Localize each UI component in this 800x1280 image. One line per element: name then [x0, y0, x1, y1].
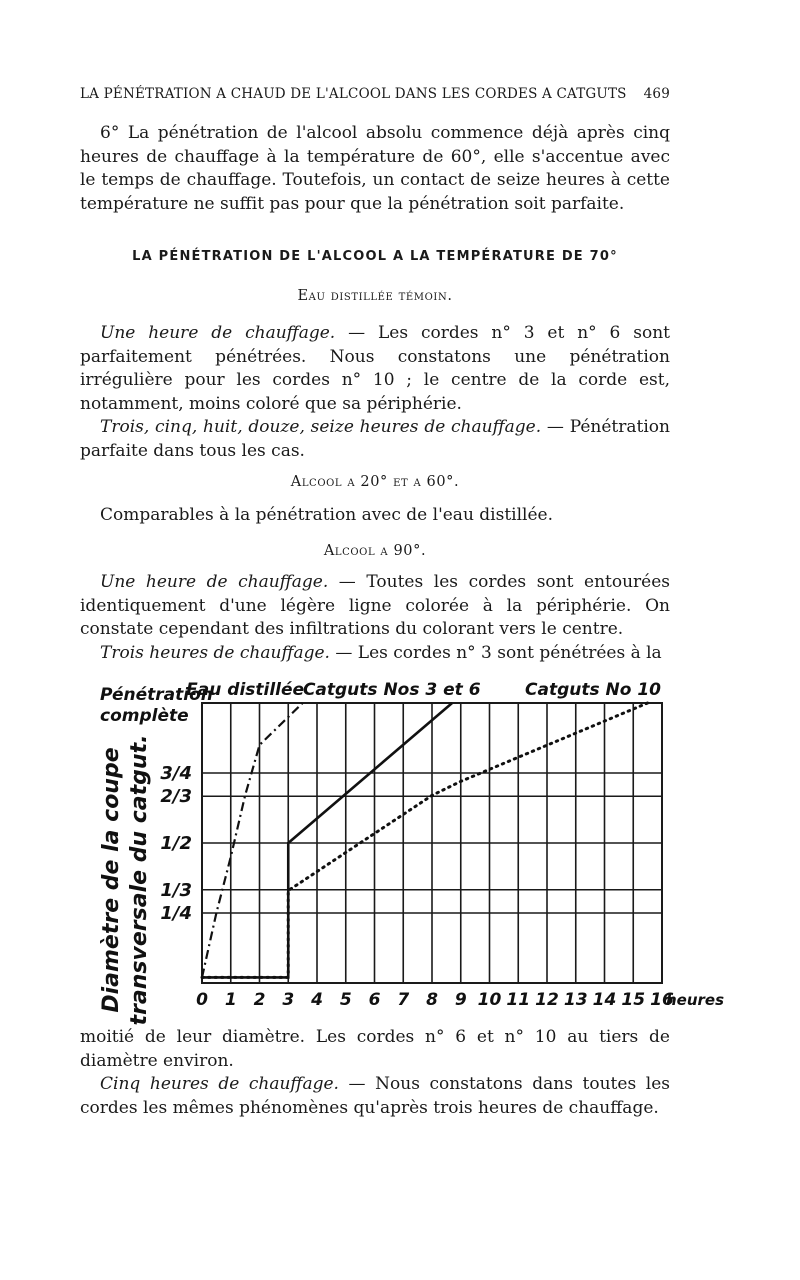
eau-p2 — [80, 416, 670, 463]
x-tick-label: 0 — [196, 990, 208, 1010]
after-chart-text: moitié de leur diamètre. Les cordes n° 6 et n° 10 au tiers de diamètre environ. — [80, 1027, 670, 1071]
x-tick-label: 6 — [368, 990, 381, 1010]
eau-p2-lead: Trois, cinq, huit, douze, seize heures de chauffage. — [100, 417, 542, 437]
comparables-text: Comparables à la pénétration avec de l'eau distillée. — [100, 505, 554, 525]
legend-label-2: Catguts No 10 — [525, 680, 661, 700]
x-tick-label: 15 — [621, 990, 646, 1010]
a90-p1 — [80, 571, 670, 642]
eau-p1-lead: Une heure de chauffage. — [100, 323, 336, 343]
y-tick-label: 1/2 — [160, 833, 192, 854]
eau-p2-text: — Pénétration parfaite dans tous les cas. — [80, 417, 670, 461]
x-tick-label: 11 — [506, 990, 531, 1010]
x-tick-label: 7 — [397, 990, 410, 1010]
penetration-chart — [80, 670, 725, 1030]
x-tick-label: 10 — [477, 990, 502, 1010]
series-line-2 — [202, 703, 648, 977]
eau-p1 — [80, 322, 670, 416]
block-after-chart — [80, 1026, 670, 1120]
y-tick-label: 2/3 — [160, 786, 192, 808]
a90-p1-lead: Une heure de chauffage. — [100, 572, 329, 592]
legend-label-1: Catguts Nos 3 et 6 — [302, 680, 481, 700]
legend-label-0: Eau distillée — [186, 680, 305, 700]
series-line-1 — [202, 703, 452, 977]
chart-series — [202, 703, 648, 977]
y-tick-label: 1/4 — [160, 903, 192, 924]
cinq-lead: Cinq heures de chauffage. — [100, 1074, 339, 1094]
block-alcool-90 — [80, 571, 670, 665]
x-tick-label: 12 — [535, 990, 559, 1010]
x-tick-label: 13 — [563, 990, 588, 1010]
running-head-title: LA PÉNÉTRATION A CHAUD DE L'ALCOOL DANS LES CORDES A CATGUTS — [80, 86, 627, 102]
section-heading: LA PÉNÉTRATION DE L'ALCOOL A LA TEMPÉRATURE DE 70° — [132, 249, 618, 264]
y-tick-label: 1/3 — [160, 879, 192, 901]
x-tick-label: 5 — [339, 990, 352, 1010]
subheading-alcool-20-60-text: Alcool a 20° et a 60°. — [290, 474, 460, 490]
a90-p2 — [80, 642, 670, 666]
x-axis-label: heures — [666, 991, 725, 1009]
a90-p2-lead: Trois heures de chauffage. — [100, 642, 330, 663]
subheading-alcool-20-60 — [80, 474, 670, 490]
running-head — [80, 86, 670, 102]
chart-grid — [202, 703, 662, 983]
x-tick-label: 3 — [282, 990, 295, 1010]
y-top-label-line1: Pénétration — [100, 685, 213, 705]
subheading-eau: Eau distillée témoin. — [297, 288, 453, 304]
a90-p1-text: — Toutes les cordes sont entourées identiquement d'une légère ligne colorée à la périphérie. On constate cependant des infiltrations du colorant vers le centre. — [80, 572, 671, 639]
cinq-p — [80, 1073, 670, 1120]
eau-p1-text: — Les cordes n° 3 et n° 6 sont parfaitement pénétrées. Nous constatons une pénétration irrégulière pour les cordes n° 10 ; le centre de la corde est, notamment, moins coloré que sa périphérie. — [80, 323, 670, 414]
x-tick-label: 2 — [253, 990, 266, 1010]
y-top-label-line2: complète — [100, 706, 189, 726]
x-tick-label: 4 — [311, 990, 323, 1010]
x-tick-label: 16 — [650, 990, 674, 1010]
x-tick-label: 9 — [454, 990, 467, 1010]
chart-labels — [99, 680, 724, 1025]
comparables — [80, 504, 670, 528]
a90-p2-text: — Les cordes n° 3 sont pénétrées à la — [329, 642, 662, 663]
x-tick-label: 8 — [426, 990, 438, 1010]
subheading-alcool-90: Alcool a 90°. — [323, 543, 427, 559]
x-tick-label: 1 — [224, 990, 237, 1010]
block-eau — [80, 322, 670, 463]
y-axis-label-line2: transversale du catgut. — [127, 734, 152, 1026]
paragraph-6 — [80, 122, 670, 216]
paragraph-6-text: 6° La pénétration de l'alcool absolu commence déjà après cinq heures de chauffage à la température de 60°, elle s'accentue avec le temps de chauffage. Toutefois, un contact de seize heures à cette température ne suffit pas pour que la pénétration soit parfaite. — [80, 123, 670, 214]
x-tick-label: 14 — [592, 990, 617, 1010]
cinq-text: — Nous constatons dans toutes les cordes les mêmes phénomènes qu'après trois heures de chauffage. — [80, 1074, 670, 1118]
y-tick-label: 3/4 — [160, 763, 192, 784]
y-axis-label-line1: Diamètre de la coupe — [99, 747, 124, 1013]
page-number: 469 — [643, 86, 670, 102]
